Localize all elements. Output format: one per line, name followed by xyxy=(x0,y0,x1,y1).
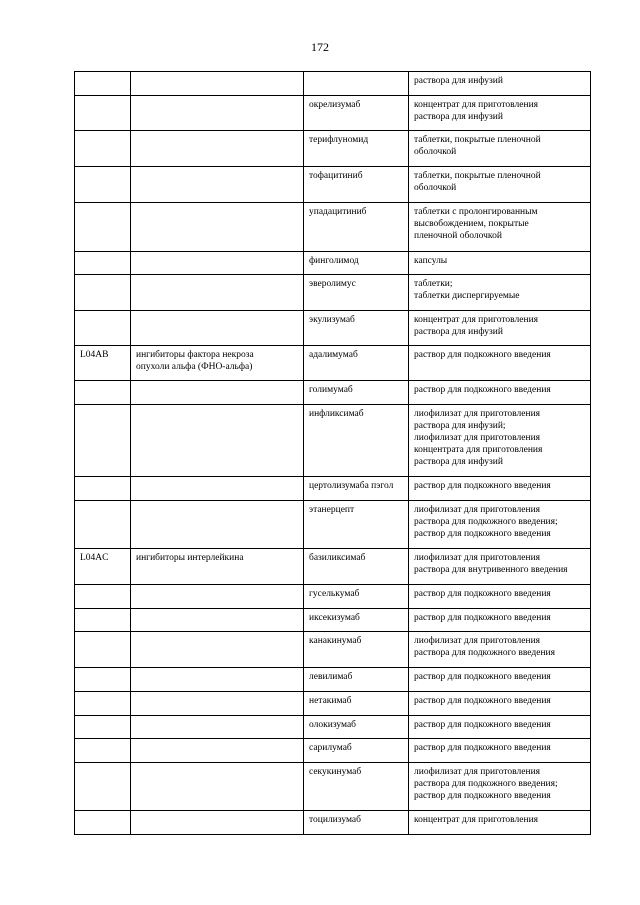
dosage-form-line: концентрат для приготовления xyxy=(414,815,539,825)
table-row xyxy=(75,668,591,692)
dosage-form-cell xyxy=(409,311,591,346)
table-row xyxy=(75,275,591,311)
dosage-form-line: лиофилизат для приготовления xyxy=(414,409,541,419)
table-row xyxy=(75,252,591,275)
dosage-form-line: таблетки диспергируемые xyxy=(414,291,520,301)
dosage-form-line: раствора для подкожного введения xyxy=(414,648,555,658)
group-cell xyxy=(131,275,304,311)
atc-code-cell xyxy=(75,585,131,609)
dosage-form-cell xyxy=(409,72,591,96)
group-line: ингибиторы фактора некроза xyxy=(136,350,254,360)
group-cell xyxy=(131,381,304,405)
group-cell xyxy=(131,811,304,835)
atc-code-cell: L04AB xyxy=(75,346,131,381)
drug-name-cell: инфликсимаб xyxy=(304,405,409,477)
table-row xyxy=(75,477,591,501)
dosage-form-cell xyxy=(409,252,591,275)
drug-name-cell: иксекизумаб xyxy=(304,609,409,632)
drug-name-cell: нетакимаб xyxy=(304,692,409,716)
table-row xyxy=(75,346,591,381)
drug-name-cell: тофацитиниб xyxy=(304,167,409,203)
group-cell xyxy=(131,549,304,585)
table-row xyxy=(75,501,591,549)
atc-code-cell xyxy=(75,311,131,346)
group-cell xyxy=(131,692,304,716)
dosage-form-line: раствора для подкожного введения; xyxy=(414,779,558,789)
dosage-form-line: раствора для подкожного введения; xyxy=(414,517,558,527)
atc-code-cell xyxy=(75,252,131,275)
table-row xyxy=(75,549,591,585)
dosage-form-cell xyxy=(409,381,591,405)
group-cell xyxy=(131,585,304,609)
drug-name-cell: тоцилизумаб xyxy=(304,811,409,835)
dosage-form-cell xyxy=(409,716,591,739)
dosage-form-cell xyxy=(409,811,591,835)
drug-name-cell: цертолизумаба пэгол xyxy=(304,477,409,501)
table-row xyxy=(75,739,591,763)
dosage-form-line: раствор для подкожного введения xyxy=(414,385,551,395)
dosage-form-cell xyxy=(409,692,591,716)
dosage-form-cell xyxy=(409,501,591,549)
dosage-form-line: оболочкой xyxy=(414,183,457,193)
dosage-form-line: лиофилизат для приготовления xyxy=(414,505,541,515)
dosage-form-line: раствор для подкожного введения xyxy=(414,743,551,753)
atc-code-cell xyxy=(75,668,131,692)
atc-code-cell xyxy=(75,167,131,203)
dosage-form-cell xyxy=(409,585,591,609)
atc-code-cell xyxy=(75,501,131,549)
dosage-form-line: раствор для подкожного введения xyxy=(414,481,551,491)
drug-name-cell: эверолимус xyxy=(304,275,409,311)
group-cell xyxy=(131,609,304,632)
atc-code-cell xyxy=(75,632,131,668)
atc-code-cell xyxy=(75,716,131,739)
dosage-form-line: лиофилизат для приготовления xyxy=(414,636,541,646)
table-row xyxy=(75,692,591,716)
dosage-form-line: оболочкой xyxy=(414,147,457,157)
dosage-form-line: раствор для подкожного введения xyxy=(414,589,551,599)
dosage-form-cell xyxy=(409,609,591,632)
drug-name-cell: олокизумаб xyxy=(304,716,409,739)
drug-name-cell: экулизумаб xyxy=(304,311,409,346)
dosage-form-line: капсулы xyxy=(414,256,448,266)
table-row xyxy=(75,381,591,405)
group-cell xyxy=(131,96,304,131)
drug-name-cell: голимумаб xyxy=(304,381,409,405)
atc-code-cell xyxy=(75,609,131,632)
atc-code-cell xyxy=(75,131,131,167)
dosage-form-line: высвобождением, покрытые xyxy=(414,219,529,229)
dosage-form-line: раствор для подкожного введения xyxy=(414,672,551,682)
group-cell xyxy=(131,632,304,668)
dosage-form-line: концентрата для приготовления xyxy=(414,445,543,455)
drug-name-cell: адалимумаб xyxy=(304,346,409,381)
group-cell xyxy=(131,72,304,96)
group-cell xyxy=(131,716,304,739)
dosage-form-line: лиофилизат для приготовления xyxy=(414,767,541,777)
dosage-form-line: концентрат для приготовления xyxy=(414,100,539,110)
group-cell xyxy=(131,252,304,275)
drug-name-cell: канакинумаб xyxy=(304,632,409,668)
table-body xyxy=(75,72,591,835)
dosage-form-cell xyxy=(409,167,591,203)
dosage-form-line: раствора для инфузий xyxy=(414,76,503,86)
atc-code-cell: L04AC xyxy=(75,549,131,585)
table-row xyxy=(75,811,591,835)
group-cell xyxy=(131,405,304,477)
dosage-form-line: раствор для подкожного введения xyxy=(414,720,551,730)
drug-name-cell: финголимод xyxy=(304,252,409,275)
dosage-form-line: раствор для подкожного введения xyxy=(414,529,551,539)
page-number: 172 xyxy=(311,40,329,54)
drug-name-cell: базиликсимаб xyxy=(304,549,409,585)
dosage-form-cell xyxy=(409,549,591,585)
dosage-form-line: таблетки, покрытые пленочной xyxy=(414,135,541,145)
dosage-form-cell xyxy=(409,131,591,167)
group-line: опухоли альфа (ФНО-альфа) xyxy=(136,362,253,372)
dosage-form-cell xyxy=(409,763,591,811)
drug-name-cell: окрелизумаб xyxy=(304,96,409,131)
dosage-form-line: таблетки с пролонгированным xyxy=(414,207,538,217)
atc-code-cell xyxy=(75,763,131,811)
drug-name-cell: упадацитиниб xyxy=(304,203,409,252)
drug-name-cell: гуселькумаб xyxy=(304,585,409,609)
dosage-form-cell xyxy=(409,739,591,763)
table-row xyxy=(75,585,591,609)
dosage-form-cell xyxy=(409,96,591,131)
table-row xyxy=(75,405,591,477)
group-cell xyxy=(131,131,304,167)
group-cell xyxy=(131,203,304,252)
atc-code-cell xyxy=(75,275,131,311)
group-cell xyxy=(131,311,304,346)
atc-code-cell xyxy=(75,203,131,252)
dosage-form-line: лиофилизат для приготовления xyxy=(414,553,541,563)
dosage-form-line: раствор для подкожного введения xyxy=(414,696,551,706)
dosage-form-line: лиофилизат для приготовления xyxy=(414,433,541,443)
group-cell xyxy=(131,167,304,203)
dosage-form-cell xyxy=(409,275,591,311)
table-row xyxy=(75,96,591,131)
table-row xyxy=(75,167,591,203)
group-cell xyxy=(131,668,304,692)
dosage-form-line: раствора для инфузий xyxy=(414,327,503,337)
drug-name-cell: секукинумаб xyxy=(304,763,409,811)
drug-name-cell xyxy=(304,72,409,96)
dosage-form-cell xyxy=(409,405,591,477)
group-cell xyxy=(131,346,304,381)
group-line: ингибиторы интерлейкина xyxy=(136,553,244,563)
dosage-form-line: таблетки; xyxy=(414,279,453,289)
table-row xyxy=(75,609,591,632)
table-row xyxy=(75,203,591,252)
dosage-form-line: таблетки, покрытые пленочной xyxy=(414,171,541,181)
atc-code-cell xyxy=(75,692,131,716)
dosage-form-line: раствор для подкожного введения xyxy=(414,791,551,801)
table-row xyxy=(75,131,591,167)
group-cell xyxy=(131,501,304,549)
group-cell xyxy=(131,739,304,763)
dosage-form-cell xyxy=(409,477,591,501)
atc-code-cell xyxy=(75,811,131,835)
table-row xyxy=(75,632,591,668)
drug-name-cell: левилимаб xyxy=(304,668,409,692)
group-cell xyxy=(131,477,304,501)
atc-code-cell xyxy=(75,381,131,405)
drug-name-cell: сарилумаб xyxy=(304,739,409,763)
dosage-form-line: раствора для внутривенного введения xyxy=(414,565,568,575)
dosage-form-cell xyxy=(409,632,591,668)
drug-name-cell: терифлуномид xyxy=(304,131,409,167)
atc-code-cell xyxy=(75,739,131,763)
group-cell xyxy=(131,763,304,811)
dosage-form-line: пленочной оболочкой xyxy=(414,231,502,241)
table-row xyxy=(75,72,591,96)
atc-code-cell xyxy=(75,405,131,477)
dosage-form-line: концентрат для приготовления xyxy=(414,315,539,325)
table-row xyxy=(75,311,591,346)
dosage-form-cell xyxy=(409,346,591,381)
table-row xyxy=(75,716,591,739)
table-row xyxy=(75,763,591,811)
atc-code-cell xyxy=(75,72,131,96)
atc-code-cell xyxy=(75,477,131,501)
atc-code-cell xyxy=(75,96,131,131)
drug-table xyxy=(74,71,591,835)
dosage-form-line: раствора для инфузий; xyxy=(414,421,506,431)
dosage-form-line: раствор для подкожного введения xyxy=(414,613,551,623)
dosage-form-cell xyxy=(409,203,591,252)
dosage-form-line: раствора для инфузий xyxy=(414,112,503,122)
dosage-form-line: раствора для инфузий xyxy=(414,457,503,467)
dosage-form-cell xyxy=(409,668,591,692)
dosage-form-line: раствор для подкожного введения xyxy=(414,350,551,360)
drug-name-cell: этанерцепт xyxy=(304,501,409,549)
